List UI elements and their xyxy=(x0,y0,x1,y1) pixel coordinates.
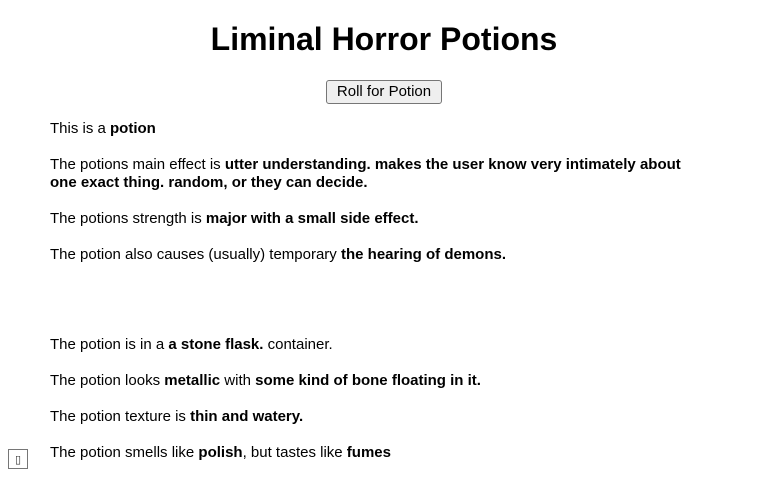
roll-for-potion-button[interactable]: Roll for Potion xyxy=(326,80,442,104)
potion-texture-value: thin and watery. xyxy=(190,408,304,425)
potion-side-effect-prefix: The potion also causes (usually) temporary xyxy=(50,246,341,263)
potion-tastes-value: fumes xyxy=(346,444,391,461)
potion-main-effect-prefix: The potions main effect is xyxy=(50,156,225,173)
potion-side-effect-line xyxy=(50,246,700,264)
potion-type-value: potion xyxy=(110,120,156,137)
potion-looks-prefix: The potion looks xyxy=(50,372,165,389)
potion-looks-mid: with xyxy=(220,372,256,389)
potion-strength-line xyxy=(50,210,700,228)
potion-type-prefix: This is a xyxy=(50,120,111,137)
potion-looks-value-1: metallic xyxy=(164,372,221,389)
potion-strength-prefix: The potions strength is xyxy=(50,210,206,227)
potion-type-line xyxy=(50,120,700,138)
potion-main-effect-value: utter understanding. makes the user know very intimately about one exact thing. random, or they can decide. xyxy=(50,156,681,191)
potion-container-suffix: container. xyxy=(263,336,333,353)
potion-looks-line xyxy=(50,372,700,390)
potion-smell-taste-line xyxy=(50,444,700,462)
potion-looks-value-2: some kind of bone floating in it. xyxy=(255,372,481,389)
page-title: Liminal Horror Potions xyxy=(210,21,558,57)
potion-texture-prefix: The potion texture is xyxy=(50,408,191,425)
potion-main-effect-line xyxy=(50,156,700,192)
potion-strength-value: major with a small side effect. xyxy=(205,210,419,227)
potion-tastes-mid: , but tastes like xyxy=(242,444,347,461)
broken-image-icon: ▯ xyxy=(8,449,28,469)
potion-smells-prefix: The potion smells like xyxy=(50,444,199,461)
potion-side-effect-value: the hearing of demons. xyxy=(340,246,506,263)
potion-container-line xyxy=(50,336,700,354)
potion-container-value: a stone flask. xyxy=(168,336,264,353)
potion-smells-value: polish xyxy=(198,444,243,461)
potion-texture-line xyxy=(50,408,700,426)
potion-container-prefix: The potion is in a xyxy=(50,336,169,353)
